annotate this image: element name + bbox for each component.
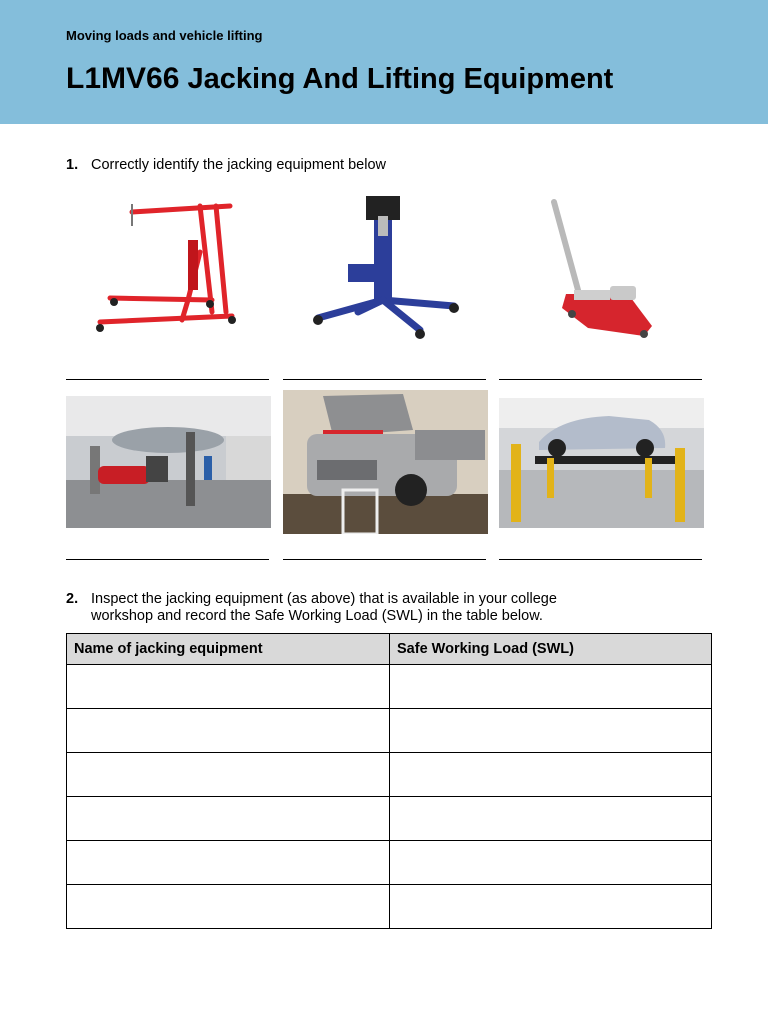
trolley-jack-image [548, 198, 654, 340]
four-post-lift-image [499, 398, 704, 528]
header-band [0, 0, 768, 124]
table-header-row [67, 634, 712, 665]
engine-crane-image [92, 192, 242, 334]
page-title [66, 62, 613, 96]
swl-cell[interactable] [390, 709, 712, 753]
swl-table [66, 633, 712, 929]
swl-cell[interactable] [390, 841, 712, 885]
question-2-number: 2. [66, 591, 79, 607]
swl-cell[interactable] [390, 753, 712, 797]
answer-line-1[interactable] [66, 379, 269, 380]
title-text: Jacking And Lifting Equipment [187, 63, 614, 95]
answer-line-4[interactable] [66, 559, 269, 560]
equipment-name-cell[interactable] [67, 665, 390, 709]
equipment-name-cell[interactable] [67, 797, 390, 841]
question-1 [66, 157, 386, 174]
car-on-axle-stands-image [283, 390, 488, 534]
document-subtitle: Moving loads and vehicle lifting [66, 28, 263, 43]
table-row [67, 665, 712, 709]
table-row [67, 753, 712, 797]
table-row [67, 709, 712, 753]
equipment-name-cell[interactable] [67, 753, 390, 797]
table-row [67, 797, 712, 841]
transmission-jack-image [308, 192, 460, 342]
answer-line-6[interactable] [499, 559, 702, 560]
header-equipment-name: Name of jacking equipment [67, 634, 390, 665]
table-row [67, 885, 712, 929]
answer-line-2[interactable] [283, 379, 486, 380]
swl-cell[interactable] [390, 665, 712, 709]
equipment-name-cell[interactable] [67, 709, 390, 753]
unit-code: L1MV66 [66, 62, 180, 95]
table-row [67, 841, 712, 885]
equipment-name-cell[interactable] [67, 841, 390, 885]
question-2 [66, 591, 557, 625]
answer-line-5[interactable] [283, 559, 486, 560]
swl-cell[interactable] [390, 797, 712, 841]
two-post-lift-image [66, 396, 271, 528]
equipment-name-cell[interactable] [67, 885, 390, 929]
question-2-line-1: Inspect the jacking equipment (as above) that is available in your college [91, 591, 557, 607]
answer-line-3[interactable] [499, 379, 702, 380]
header-safe-working-load: Safe Working Load (SWL) [390, 634, 712, 665]
question-2-line-2: workshop and record the Safe Working Load (SWL) in the table below. [91, 608, 543, 624]
question-1-number: 1. [66, 157, 79, 173]
swl-cell[interactable] [390, 885, 712, 929]
question-1-text: Correctly identify the jacking equipment below [91, 157, 386, 173]
